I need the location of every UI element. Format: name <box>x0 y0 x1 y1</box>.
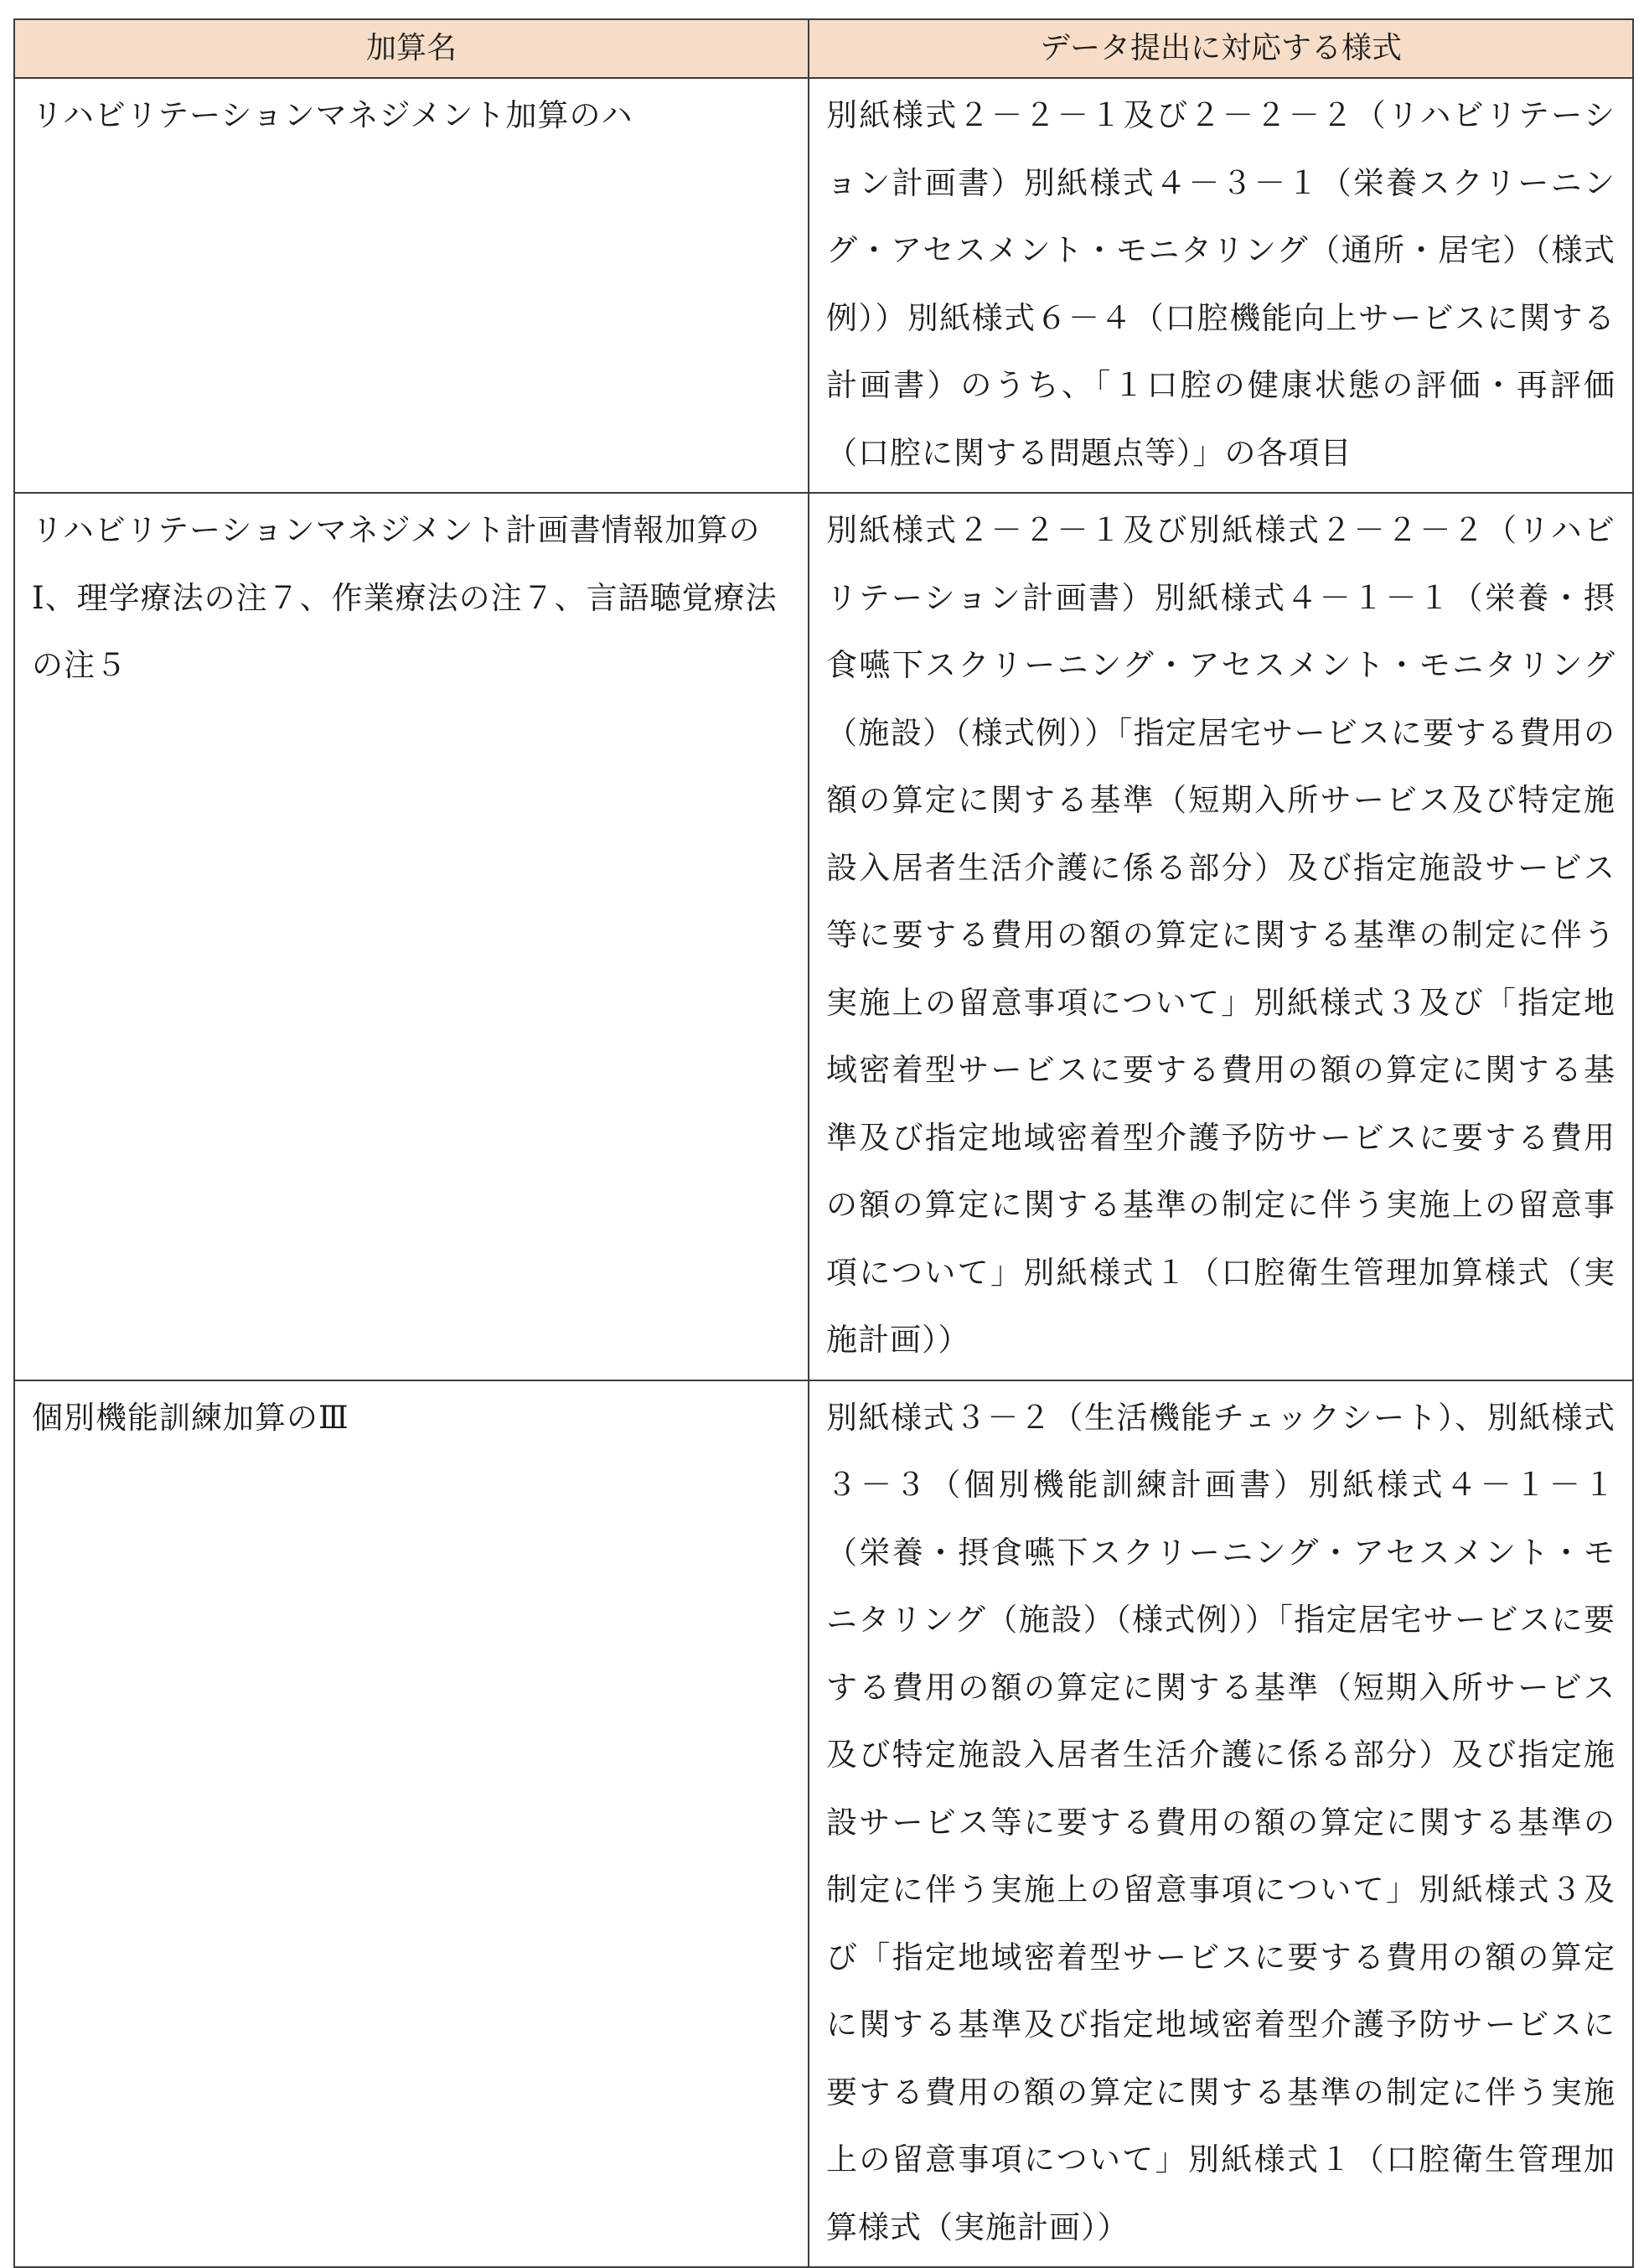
corresponding-form-cell: 別紙様式２－２－１及び別紙様式２－２－２（リハビリテーション計画書）別紙様式４－１－１（栄養・摂食嚥下スクリーニング・アセスメント・モニタリング（施設）（様式例））「指定居宅サービスに要する費用の額の算定に関する基準（短期入所サービス及び特定施設入居者生活介護に係る部分）及び指定施設サービス等に要する費用の額の算定に関する基準の制定に伴う実施上の留意事項について」別紙様式３及び「指定地域密着型サービスに要する費用の額の算定に関する基準及び指定地域密着型介護予防サービスに要する費用の額の算定に関する基準の制定に伴う実施上の留意事項について」別紙様式１（口腔衛生管理加算様式（実施計画）） <box>809 493 1633 1380</box>
table-row <box>14 78 1633 493</box>
addition-name-cell: リハビリテーションマネジメント加算のハ <box>14 78 809 493</box>
corresponding-form-cell: 別紙様式２－２－１及び２－２－２（リハビリテーション計画書）別紙様式４－３－１（栄養スクリーニング・アセスメント・モニタリング（通所・居宅）（様式例））別紙様式６－４（口腔機能向上サービスに関する計画書）のうち、「１口腔の健康状態の評価・再評価（口腔に関する問題点等）」の各項目 <box>809 78 1633 493</box>
addition-name-cell: 個別機能訓練加算のⅢ <box>14 1380 809 2268</box>
corresponding-form-cell: 別紙様式３－２（生活機能チェックシート）、別紙様式３－３（個別機能訓練計画書）別紙様式４－１－１（栄養・摂食嚥下スクリーニング・アセスメント・モニタリング（施設）（様式例））「指定居宅サービスに要する費用の額の算定に関する基準（短期入所サービス及び特定施設入居者生活介護に係る部分）及び指定施設サービス等に要する費用の額の算定に関する基準の制定に伴う実施上の留意事項について」別紙様式３及び「指定地域密着型サービスに要する費用の額の算定に関する基準及び指定地域密着型介護予防サービスに要する費用の額の算定に関する基準の制定に伴う実施上の留意事項について」別紙様式１（口腔衛生管理加算様式（実施計画）） <box>809 1380 1633 2268</box>
header-addition-name: 加算名 <box>14 19 809 78</box>
table-row <box>14 493 1633 1380</box>
table-header-row <box>14 19 1633 78</box>
addition-name-cell: リハビリテーションマネジメント計画書情報加算のⅠ、理学療法の注７、作業療法の注７、言語聴覚療法の注５ <box>14 493 809 1380</box>
header-corresponding-form: データ提出に対応する様式 <box>809 19 1633 78</box>
table-row <box>14 1380 1633 2268</box>
data-submission-table <box>13 18 1634 2268</box>
data-submission-table-container <box>13 18 1634 2268</box>
